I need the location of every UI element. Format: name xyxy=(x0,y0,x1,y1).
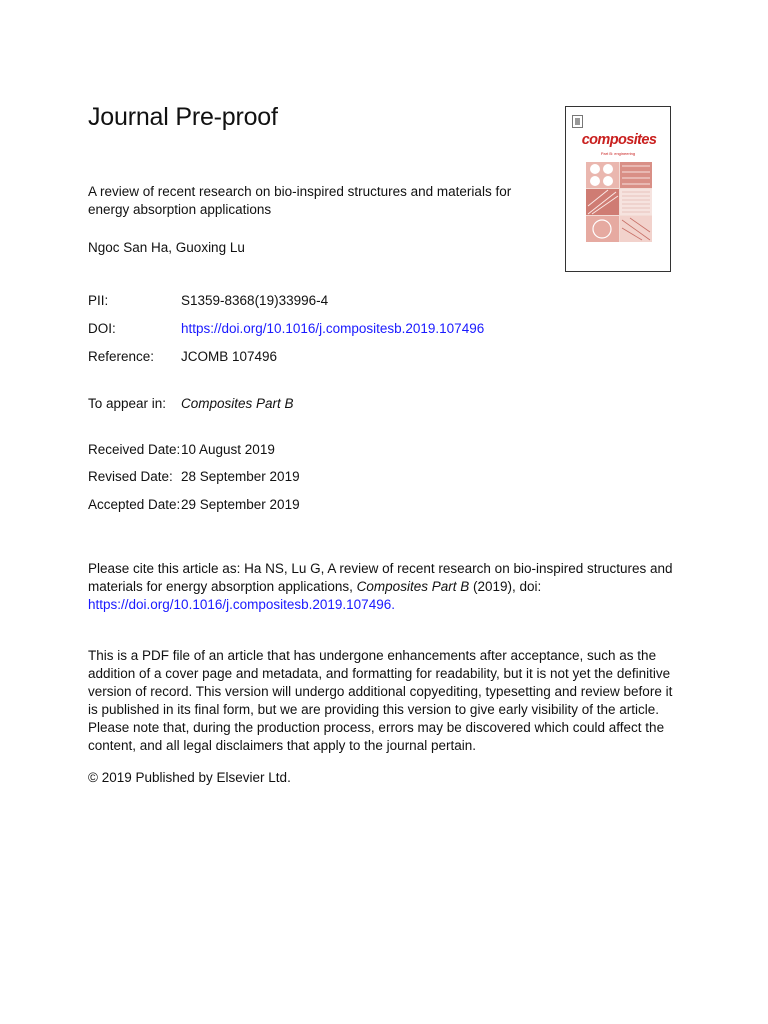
appear-row xyxy=(88,396,294,411)
pii-label: PII: xyxy=(88,293,109,308)
cover-collage-graphic xyxy=(586,162,652,242)
accepted-value: 29 September 2019 xyxy=(181,497,300,512)
reference-row xyxy=(88,349,277,364)
reference-value: JCOMB 107496 xyxy=(181,349,278,364)
journal-cover-image xyxy=(565,106,671,272)
doi-label: DOI: xyxy=(88,321,116,336)
copyright: © 2019 Published by Elsevier Ltd. xyxy=(88,770,291,785)
received-row xyxy=(88,442,275,457)
preproof-notice: This is a PDF file of an article that has undergone enhancements after acceptance, such as the addition of a cover page and metadata, and formatting for readability, but it is not yet the definitive version of record. This version will undergo additional copyediting, typesetting and review before it is published in its final form, but we are providing this version to give early visibility of the article. Please note that, during the production process, errors may be discovered which could affect the content, and all legal disclaimers that apply to the journal pertain. xyxy=(88,648,673,753)
citation-paragraph xyxy=(88,560,673,614)
appear-label: To appear in: xyxy=(88,396,167,411)
doi-link[interactable]: https://doi.org/10.1016/j.compositesb.2019.107496 xyxy=(181,321,485,336)
reference-label: Reference: xyxy=(88,349,155,364)
cite-journal: Composites Part B xyxy=(356,579,470,594)
cite-prefix: Please cite this article as: Ha NS, Lu G, A review of recent research on bio-inspired structures and materials for energy absorption applications, xyxy=(88,561,673,594)
cite-doi-link[interactable]: https://doi.org/10.1016/j.compositesb.2019.107496 xyxy=(88,597,392,612)
cite-suffix: . xyxy=(391,597,395,612)
authors: Ngoc San Ha, Guoxing Lu xyxy=(88,240,245,255)
pii-value: S1359-8368(19)33996-4 xyxy=(181,293,329,308)
accepted-label: Accepted Date: xyxy=(88,497,181,512)
revised-label: Revised Date: xyxy=(88,469,173,484)
appear-value: Composites Part B xyxy=(181,396,294,411)
received-value: 10 August 2019 xyxy=(181,442,275,457)
elsevier-logo-icon xyxy=(572,115,583,128)
doi-row xyxy=(88,321,484,336)
article-title: A review of recent research on bio-inspired structures and materials for energy absorption applications xyxy=(88,184,512,217)
pii-row xyxy=(88,293,328,308)
cite-middle: (2019), doi: xyxy=(469,579,542,594)
revised-value: 28 September 2019 xyxy=(181,469,300,484)
revised-row xyxy=(88,469,300,484)
cover-subtitle: Part B: engineering xyxy=(600,151,636,156)
accepted-row xyxy=(88,497,300,512)
cover-collage xyxy=(586,162,652,242)
cover-title: composites xyxy=(581,132,657,148)
journal-title: Journal Pre-proof xyxy=(88,103,278,131)
received-label: Received Date: xyxy=(88,442,181,457)
